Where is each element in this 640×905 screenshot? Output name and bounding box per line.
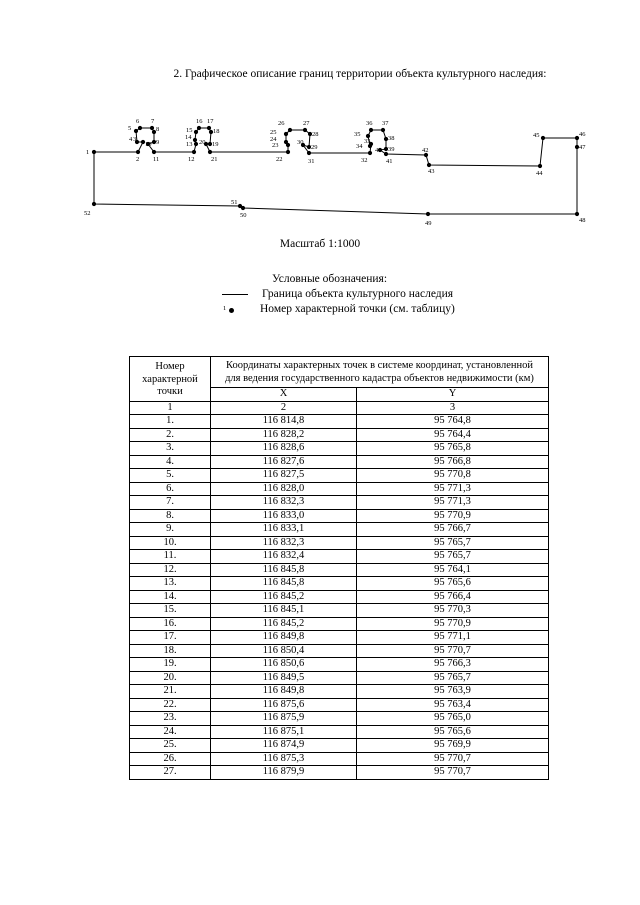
point-label: 25: [270, 129, 277, 136]
point-label: 33: [364, 138, 371, 145]
x-coordinate-cell: 116 849,8: [211, 631, 357, 645]
y-coordinate-cell: 95 766,8: [357, 455, 549, 469]
point-number-cell: 11.: [130, 550, 211, 564]
point-label: 9: [156, 139, 160, 146]
y-coordinate-cell: 95 765,7: [357, 550, 549, 564]
legend-point-row: [220, 302, 455, 317]
point-number-cell: 4.: [130, 455, 211, 469]
point-number-cell: 1.: [130, 415, 211, 429]
point-label: 19: [212, 141, 219, 148]
point-label: 32: [361, 157, 368, 164]
point-label: 41: [386, 158, 393, 165]
point-number-cell: 8.: [130, 509, 211, 523]
point-label: 48: [579, 217, 586, 224]
point-label: 24: [270, 136, 277, 143]
point-5-dot: [134, 129, 138, 133]
x-coordinate-cell: 116 849,8: [211, 685, 357, 699]
x-coordinate-cell: 116 845,8: [211, 577, 357, 591]
header-y: Y: [357, 388, 549, 402]
legend-point-label: Номер характерной точки (см. таблицу): [260, 303, 455, 315]
point-label: 13: [186, 141, 193, 148]
point-number-cell: 21.: [130, 685, 211, 699]
table-row: [130, 455, 549, 469]
y-coordinate-cell: 95 770,3: [357, 604, 549, 618]
x-coordinate-cell: 116 850,4: [211, 644, 357, 658]
legend-title: Условные обозначения:: [272, 273, 388, 285]
point-number-cell: 7.: [130, 496, 211, 510]
x-coordinate-cell: 116 814,8: [211, 415, 357, 429]
table-row: [130, 496, 549, 510]
x-coordinate-cell: 116 875,1: [211, 725, 357, 739]
table-row: [130, 766, 549, 780]
point-36-dot: [369, 128, 373, 132]
boundary-line: [94, 128, 577, 214]
y-coordinate-cell: 95 770,7: [357, 752, 549, 766]
point-label: 43: [428, 168, 435, 175]
point-number-cell: 6.: [130, 482, 211, 496]
point-label: 47: [579, 144, 586, 151]
table-row: [130, 509, 549, 523]
point-21-dot: [208, 150, 212, 154]
point-31-dot: [307, 151, 311, 155]
point-number-cell: 14.: [130, 590, 211, 604]
point-label: 40: [375, 147, 382, 154]
point-number-cell: 27.: [130, 766, 211, 780]
y-coordinate-cell: 95 763,9: [357, 685, 549, 699]
point-label: 1: [86, 149, 90, 156]
point-label: 15: [186, 127, 193, 134]
point-25-dot: [284, 132, 288, 136]
table-row: [130, 698, 549, 712]
point-label: 6: [136, 118, 140, 125]
point-label: 45: [533, 132, 540, 139]
point-52-dot: [92, 202, 96, 206]
section-heading: 2. Графическое описание границ территории объекта культурного наследия:: [173, 68, 547, 80]
point-label: 3: [133, 136, 137, 143]
table-row: [130, 752, 549, 766]
table-row: [130, 523, 549, 537]
point-label: 39: [388, 146, 395, 153]
table-row: [130, 550, 549, 564]
point-label: 27: [303, 120, 310, 127]
point-symbol-number: 1: [223, 304, 227, 312]
coordinates-table: [129, 356, 549, 780]
y-coordinate-cell: 95 765,6: [357, 577, 549, 591]
table-row: [130, 590, 549, 604]
point-label: 26: [278, 120, 285, 127]
point-43-dot: [427, 163, 431, 167]
point-label: 35: [354, 131, 361, 138]
x-coordinate-cell: 116 832,3: [211, 536, 357, 550]
point-number-cell: 10.: [130, 536, 211, 550]
x-coordinate-cell: 116 827,6: [211, 455, 357, 469]
point-14-dot: [193, 138, 197, 142]
point-label: 2: [136, 156, 140, 163]
x-coordinate-cell: 116 845,2: [211, 590, 357, 604]
x-coordinate-cell: 116 845,8: [211, 563, 357, 577]
point-label: 11: [153, 156, 160, 163]
table-row: [130, 415, 549, 429]
point-number-cell: 24.: [130, 725, 211, 739]
point-44-dot: [538, 164, 542, 168]
point-48-dot: [575, 212, 579, 216]
x-coordinate-cell: 116 832,3: [211, 496, 357, 510]
point-label: 4: [129, 136, 133, 143]
column-index-3: 3: [357, 401, 549, 415]
point-26-dot: [288, 128, 292, 132]
point-1-dot: [92, 150, 96, 154]
point-16-dot: [197, 126, 201, 130]
x-coordinate-cell: 116 832,4: [211, 550, 357, 564]
y-coordinate-cell: 95 769,9: [357, 739, 549, 753]
y-coordinate-cell: 95 766,3: [357, 658, 549, 672]
point-number-cell: 2.: [130, 428, 211, 442]
point-number-cell: 13.: [130, 577, 211, 591]
point-label: 21: [211, 156, 218, 163]
x-coordinate-cell: 116 850,6: [211, 658, 357, 672]
point-24-dot: [284, 140, 288, 144]
point-number-cell: 26.: [130, 752, 211, 766]
point-label: 51: [231, 199, 238, 206]
point-37-dot: [381, 128, 385, 132]
point-2-dot: [136, 150, 140, 154]
legend-boundary-label: Граница объекта культурного наследия: [262, 288, 454, 300]
point-label: 34: [356, 143, 363, 150]
point-label: 52: [84, 210, 91, 217]
y-coordinate-cell: 95 770,9: [357, 617, 549, 631]
point-label: 5: [128, 125, 132, 132]
y-coordinate-cell: 95 765,7: [357, 536, 549, 550]
table-row: [130, 469, 549, 483]
header-point-number: Номер характерной точки: [130, 357, 211, 402]
point-7-dot: [150, 126, 154, 130]
point-label: 36: [366, 120, 373, 127]
x-coordinate-cell: 116 875,3: [211, 752, 357, 766]
table-row: [130, 604, 549, 618]
point-label: 30: [297, 139, 304, 146]
point-13-dot: [194, 142, 198, 146]
column-index-2: 2: [211, 401, 357, 415]
point-27-dot: [303, 128, 307, 132]
point-label: 22: [276, 156, 283, 163]
y-coordinate-cell: 95 764,8: [357, 415, 549, 429]
point-number-cell: 20.: [130, 671, 211, 685]
table-row: [130, 577, 549, 591]
point-label: 16: [196, 118, 203, 125]
y-coordinate-cell: 95 764,1: [357, 563, 549, 577]
x-coordinate-cell: 116 828,6: [211, 442, 357, 456]
y-coordinate-cell: 95 765,6: [357, 725, 549, 739]
point-symbol: [220, 304, 246, 316]
point-22-dot: [286, 150, 290, 154]
point-number-cell: 22.: [130, 698, 211, 712]
x-coordinate-cell: 116 845,1: [211, 604, 357, 618]
y-coordinate-cell: 95 770,8: [357, 469, 549, 483]
boundary-points: [92, 126, 579, 216]
x-coordinate-cell: 116 874,9: [211, 739, 357, 753]
point-number-cell: 25.: [130, 739, 211, 753]
x-coordinate-cell: 116 875,6: [211, 698, 357, 712]
point-49-dot: [426, 212, 430, 216]
x-coordinate-cell: 116 875,9: [211, 712, 357, 726]
point-label: 50: [240, 212, 247, 219]
point-label: 46: [579, 131, 586, 138]
point-label: 28: [312, 131, 319, 138]
point-number-cell: 3.: [130, 442, 211, 456]
table-row: [130, 685, 549, 699]
table-row: [130, 725, 549, 739]
point-label: 7: [151, 118, 155, 125]
boundary-line-symbol: [222, 294, 248, 295]
column-index-1: 1: [130, 401, 211, 415]
point-label: 44: [536, 170, 543, 177]
point-dot-icon: [229, 308, 234, 313]
point-number-cell: 23.: [130, 712, 211, 726]
point-label: 18: [213, 128, 220, 135]
point-number-cell: 17.: [130, 631, 211, 645]
point-label: 12: [188, 156, 195, 163]
point-6-dot: [138, 126, 142, 130]
y-coordinate-cell: 95 770,7: [357, 644, 549, 658]
point-51-dot: [238, 204, 242, 208]
x-coordinate-cell: 116 828,2: [211, 428, 357, 442]
point-label: 17: [207, 118, 214, 125]
x-coordinate-cell: 116 833,1: [211, 523, 357, 537]
header-coordinates: Координаты характерных точек в системе координат, установленной для ведения государственного кадастра объектов недвижимости (км): [211, 357, 549, 388]
point-label: 14: [185, 134, 192, 141]
y-coordinate-cell: 95 770,9: [357, 509, 549, 523]
point-label: 10: [145, 141, 152, 148]
point-45-dot: [541, 136, 545, 140]
table-row: [130, 644, 549, 658]
y-coordinate-cell: 95 764,4: [357, 428, 549, 442]
table-row: [130, 712, 549, 726]
point-label: 8: [156, 126, 160, 133]
point-label: 31: [308, 158, 315, 165]
point-number-cell: 19.: [130, 658, 211, 672]
point-label: 42: [422, 147, 429, 154]
y-coordinate-cell: 95 763,4: [357, 698, 549, 712]
point-number-cell: 16.: [130, 617, 211, 631]
x-coordinate-cell: 116 845,2: [211, 617, 357, 631]
table-row: [130, 631, 549, 645]
x-coordinate-cell: 116 879,9: [211, 766, 357, 780]
table-row: [130, 658, 549, 672]
boundary-plan: [80, 112, 600, 232]
y-coordinate-cell: 95 771,3: [357, 496, 549, 510]
point-number-cell: 5.: [130, 469, 211, 483]
y-coordinate-cell: 95 765,8: [357, 442, 549, 456]
x-coordinate-cell: 116 849,5: [211, 671, 357, 685]
y-coordinate-cell: 95 766,7: [357, 523, 549, 537]
point-15-dot: [194, 130, 198, 134]
table-row: [130, 428, 549, 442]
y-coordinate-cell: 95 770,7: [357, 766, 549, 780]
point-label: 23: [272, 142, 279, 149]
y-coordinate-cell: 95 766,4: [357, 590, 549, 604]
legend-boundary-row: [220, 287, 455, 302]
point-number-cell: 15.: [130, 604, 211, 618]
x-coordinate-cell: 116 827,5: [211, 469, 357, 483]
legend: [220, 272, 455, 317]
table-row: [130, 536, 549, 550]
y-coordinate-cell: 95 765,0: [357, 712, 549, 726]
header-x: X: [211, 388, 357, 402]
point-label: 38: [388, 135, 395, 142]
y-coordinate-cell: 95 765,7: [357, 671, 549, 685]
point-32-dot: [368, 151, 372, 155]
point-label: 29: [311, 144, 318, 151]
table-row: [130, 442, 549, 456]
point-label: 20: [199, 139, 206, 146]
point-12-dot: [192, 150, 196, 154]
table-row: [130, 482, 549, 496]
point-11-dot: [152, 150, 156, 154]
scale-label: Масштаб 1:1000: [279, 238, 361, 250]
point-label: 49: [425, 220, 432, 227]
point-number-cell: 18.: [130, 644, 211, 658]
point-label: 37: [382, 120, 389, 127]
table-row: [130, 739, 549, 753]
table-row: [130, 671, 549, 685]
boundary-polyline: [94, 128, 577, 214]
x-coordinate-cell: 116 833,0: [211, 509, 357, 523]
x-coordinate-cell: 116 828,0: [211, 482, 357, 496]
point-17-dot: [207, 126, 211, 130]
table-row: [130, 563, 549, 577]
y-coordinate-cell: 95 771,3: [357, 482, 549, 496]
point-number-cell: 12.: [130, 563, 211, 577]
point-number-cell: 9.: [130, 523, 211, 537]
y-coordinate-cell: 95 771,1: [357, 631, 549, 645]
table-row: [130, 617, 549, 631]
